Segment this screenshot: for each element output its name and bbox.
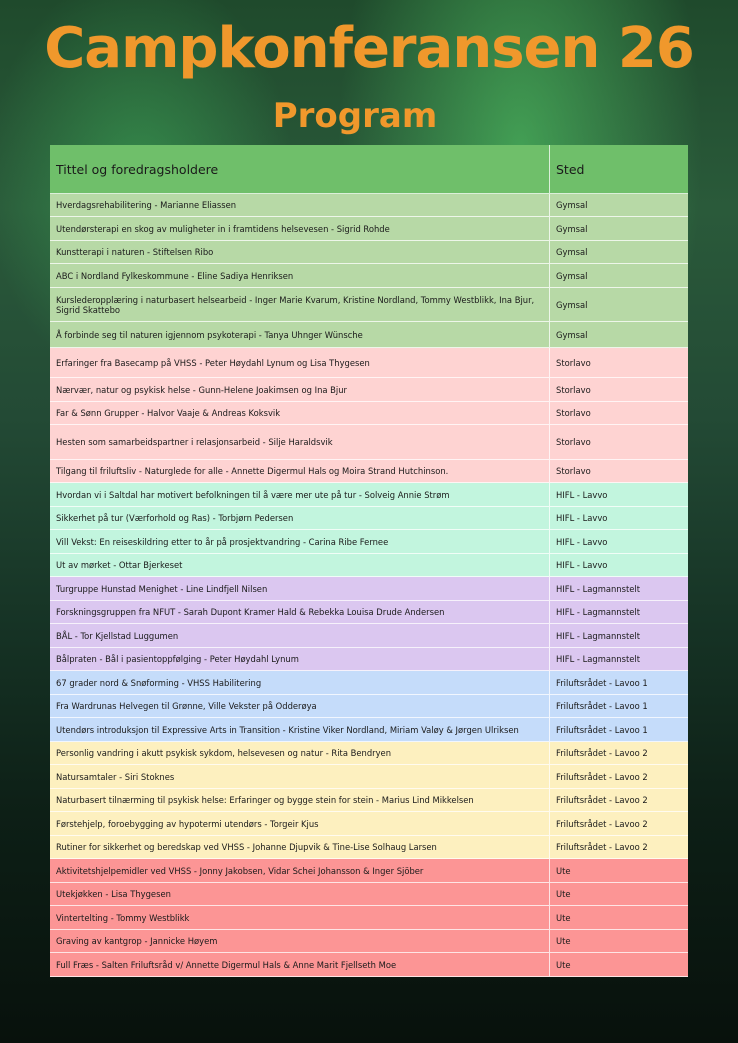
- table-row: [50, 624, 688, 648]
- session-title: ABC i Nordland Fylkeskommune - Eline Sadiya Henriksen: [50, 264, 550, 287]
- table-row: [50, 859, 688, 883]
- table-row: [50, 288, 688, 322]
- session-place: Friluftsrådet - Lavoo 2: [556, 748, 648, 758]
- table-row: [50, 671, 688, 695]
- session-place: Ute: [556, 912, 571, 923]
- session-title: Hvordan vi i Saltdal har motivert befolkningen til å være mer ute på tur - Solveig Annie Strøm: [50, 483, 550, 506]
- table-row: [50, 554, 688, 577]
- session-title: Utendørs introduksjon til Expressive Arts in Transition - Kristine Viker Nordland, Miriam Valøy & Jørgen Ulriksen: [50, 718, 550, 741]
- session-place: Friluftsrådet - Lavoo 1: [556, 701, 648, 711]
- session-title: Tilgang til friluftsliv - Naturglede for alle - Annette Digermul Hals og Moira Strand Hutchinson.: [50, 460, 550, 482]
- session-place: Friluftsrådet - Lavoo 2: [556, 842, 648, 852]
- session-title: Nærvær, natur og psykisk helse - Gunn-Helene Joakimsen og Ina Bjur: [50, 378, 550, 401]
- table-row: [50, 194, 688, 217]
- session-place: HIFL - Lagmannstelt: [556, 607, 641, 617]
- session-title: Utekjøkken - Lisa Thygesen: [50, 883, 550, 905]
- table-row: [50, 930, 688, 953]
- table-row: [50, 378, 688, 402]
- table-row: [50, 789, 688, 812]
- table-row: [50, 460, 688, 483]
- table-row: [50, 264, 688, 288]
- session-place: Gymsal: [556, 200, 588, 210]
- table-row: [50, 322, 688, 348]
- session-title: Aktivitetshjelpemidler ved VHSS - Jonny Jakobsen, Vidar Schei Johansson & Inger Sjöber: [50, 859, 550, 882]
- session-place: Friluftsrådet - Lavoo 2: [556, 771, 648, 782]
- session-title: Kurslederopplæring i naturbasert helsearbeid - Inger Marie Kvarum, Kristine Nordland, Tommy Westblikk, Ina Bjur, Sigrid Skattebo: [50, 288, 550, 321]
- session-title: Å forbinde seg til naturen igjennom psykoterapi - Tanya Uhnger Wünsche: [50, 322, 550, 347]
- header-place-column: Sted: [556, 161, 585, 177]
- session-place: Friluftsrådet - Lavoo 1: [556, 677, 648, 688]
- session-place: Storlavo: [556, 408, 591, 418]
- session-place: Gymsal: [556, 299, 588, 310]
- table-header: [50, 145, 688, 194]
- session-place: Gymsal: [556, 270, 588, 281]
- session-place: HIFL - Lavvo: [556, 560, 608, 570]
- session-place: Friluftsrådet - Lavoo 1: [556, 724, 648, 735]
- session-place: Gymsal: [556, 329, 588, 340]
- session-place: HIFL - Lavvo: [556, 513, 608, 523]
- table-row: [50, 217, 688, 241]
- session-title: Erfaringer fra Basecamp på VHSS - Peter Høydahl Lynum og Lisa Thygesen: [50, 348, 550, 377]
- session-title: Førstehjelp, foroebygging av hypotermi utendørs - Torgeir Kjus: [50, 812, 550, 835]
- table-row: [50, 348, 688, 378]
- table-row: [50, 718, 688, 742]
- session-title: Far & Sønn Grupper - Halvor Vaaje & Andreas Koksvik: [50, 402, 550, 424]
- session-place: Friluftsrådet - Lavoo 2: [556, 795, 648, 805]
- session-place: Ute: [556, 889, 571, 899]
- table-row: [50, 425, 688, 460]
- session-title: Personlig vandring i akutt psykisk sykdom, helsevesen og natur - Rita Bendryen: [50, 742, 550, 764]
- session-title: Vintertelting - Tommy Westblikk: [50, 906, 550, 929]
- table-row: [50, 812, 688, 836]
- session-title: Hverdagsrehabilitering - Marianne Eliassen: [50, 194, 550, 216]
- session-place: HIFL - Lavvo: [556, 489, 608, 500]
- table-row: [50, 241, 688, 264]
- session-title: Graving av kantgrop - Jannicke Høyem: [50, 930, 550, 952]
- session-place: Gymsal: [556, 247, 588, 257]
- session-title: Sikkerhet på tur (Værforhold og Ras) - Torbjørn Pedersen: [50, 507, 550, 529]
- table-row: [50, 742, 688, 765]
- page-title: Campkonferansen 26: [44, 16, 694, 81]
- session-place: Storlavo: [556, 384, 591, 395]
- session-title: BÅL - Tor Kjellstad Luggumen: [50, 624, 550, 647]
- table-row: [50, 577, 688, 601]
- session-title: Forskningsgruppen fra NFUT - Sarah Dupont Kramer Hald & Rebekka Louisa Drude Andersen: [50, 601, 550, 623]
- page-subtitle: Program: [272, 96, 438, 136]
- session-title: Ut av mørket - Ottar Bjerkeset: [50, 554, 550, 576]
- session-title: Utendørsterapi en skog av muligheter in i framtidens helsevesen - Sigrid Rohde: [50, 217, 550, 240]
- session-title: Full Fræs - Salten Friluftsråd v/ Annette Digermul Hals & Anne Marit Fjellseth Moe: [50, 953, 550, 976]
- table-row: [50, 836, 688, 859]
- session-title: Fra Wardrunas Helvegen til Grønne, Ville Vekster på Odderøya: [50, 695, 550, 717]
- session-place: HIFL - Lavvo: [556, 536, 608, 547]
- session-title: Bålpraten - Bål i pasientoppfølging - Peter Høydahl Lynum: [50, 648, 550, 670]
- table-row: [50, 953, 688, 977]
- session-place: HIFL - Lagmannstelt: [556, 654, 641, 664]
- session-title: Rutiner for sikkerhet og beredskap ved VHSS - Johanne Djupvik & Tine-Lise Solhaug Larsen: [50, 836, 550, 858]
- table-row: [50, 648, 688, 671]
- table-body: [50, 194, 688, 977]
- table-row: [50, 906, 688, 930]
- table-row: [50, 483, 688, 507]
- session-place: Ute: [556, 959, 571, 970]
- session-place: Storlavo: [556, 437, 591, 447]
- session-title: Vill Vekst: En reiseskildring etter to år på prosjektvandring - Carina Ribe Fernee: [50, 530, 550, 553]
- header-title-column: Tittel og foredragsholdere: [50, 145, 550, 193]
- table-row: [50, 601, 688, 624]
- table-row: [50, 695, 688, 718]
- table-row: [50, 507, 688, 530]
- session-title: 67 grader nord & Snøforming - VHSS Habilitering: [50, 671, 550, 694]
- session-title: Natursamtaler - Siri Stoknes: [50, 765, 550, 788]
- session-place: Ute: [556, 936, 571, 946]
- table-row: [50, 765, 688, 789]
- table-row: [50, 530, 688, 554]
- session-place: Friluftsrådet - Lavoo 2: [556, 818, 648, 829]
- session-place: Gymsal: [556, 223, 588, 234]
- program-table: [50, 145, 688, 977]
- session-title: Turgruppe Hunstad Menighet - Line Lindfjell Nilsen: [50, 577, 550, 600]
- table-row: [50, 883, 688, 906]
- session-title: Kunstterapi i naturen - Stiftelsen Ribo: [50, 241, 550, 263]
- session-place: Storlavo: [556, 466, 591, 476]
- session-place: HIFL - Lagmannstelt: [556, 630, 641, 641]
- session-place: Ute: [556, 865, 571, 876]
- session-title: Naturbasert tilnærming til psykisk helse: Erfaringer og bygge stein for stein - Marius Lind Mikkelsen: [50, 789, 550, 811]
- session-place: HIFL - Lagmannstelt: [556, 583, 641, 594]
- session-title: Hesten som samarbeidspartner i relasjonsarbeid - Silje Haraldsvik: [50, 425, 550, 459]
- session-place: Storlavo: [556, 357, 591, 368]
- table-row: [50, 402, 688, 425]
